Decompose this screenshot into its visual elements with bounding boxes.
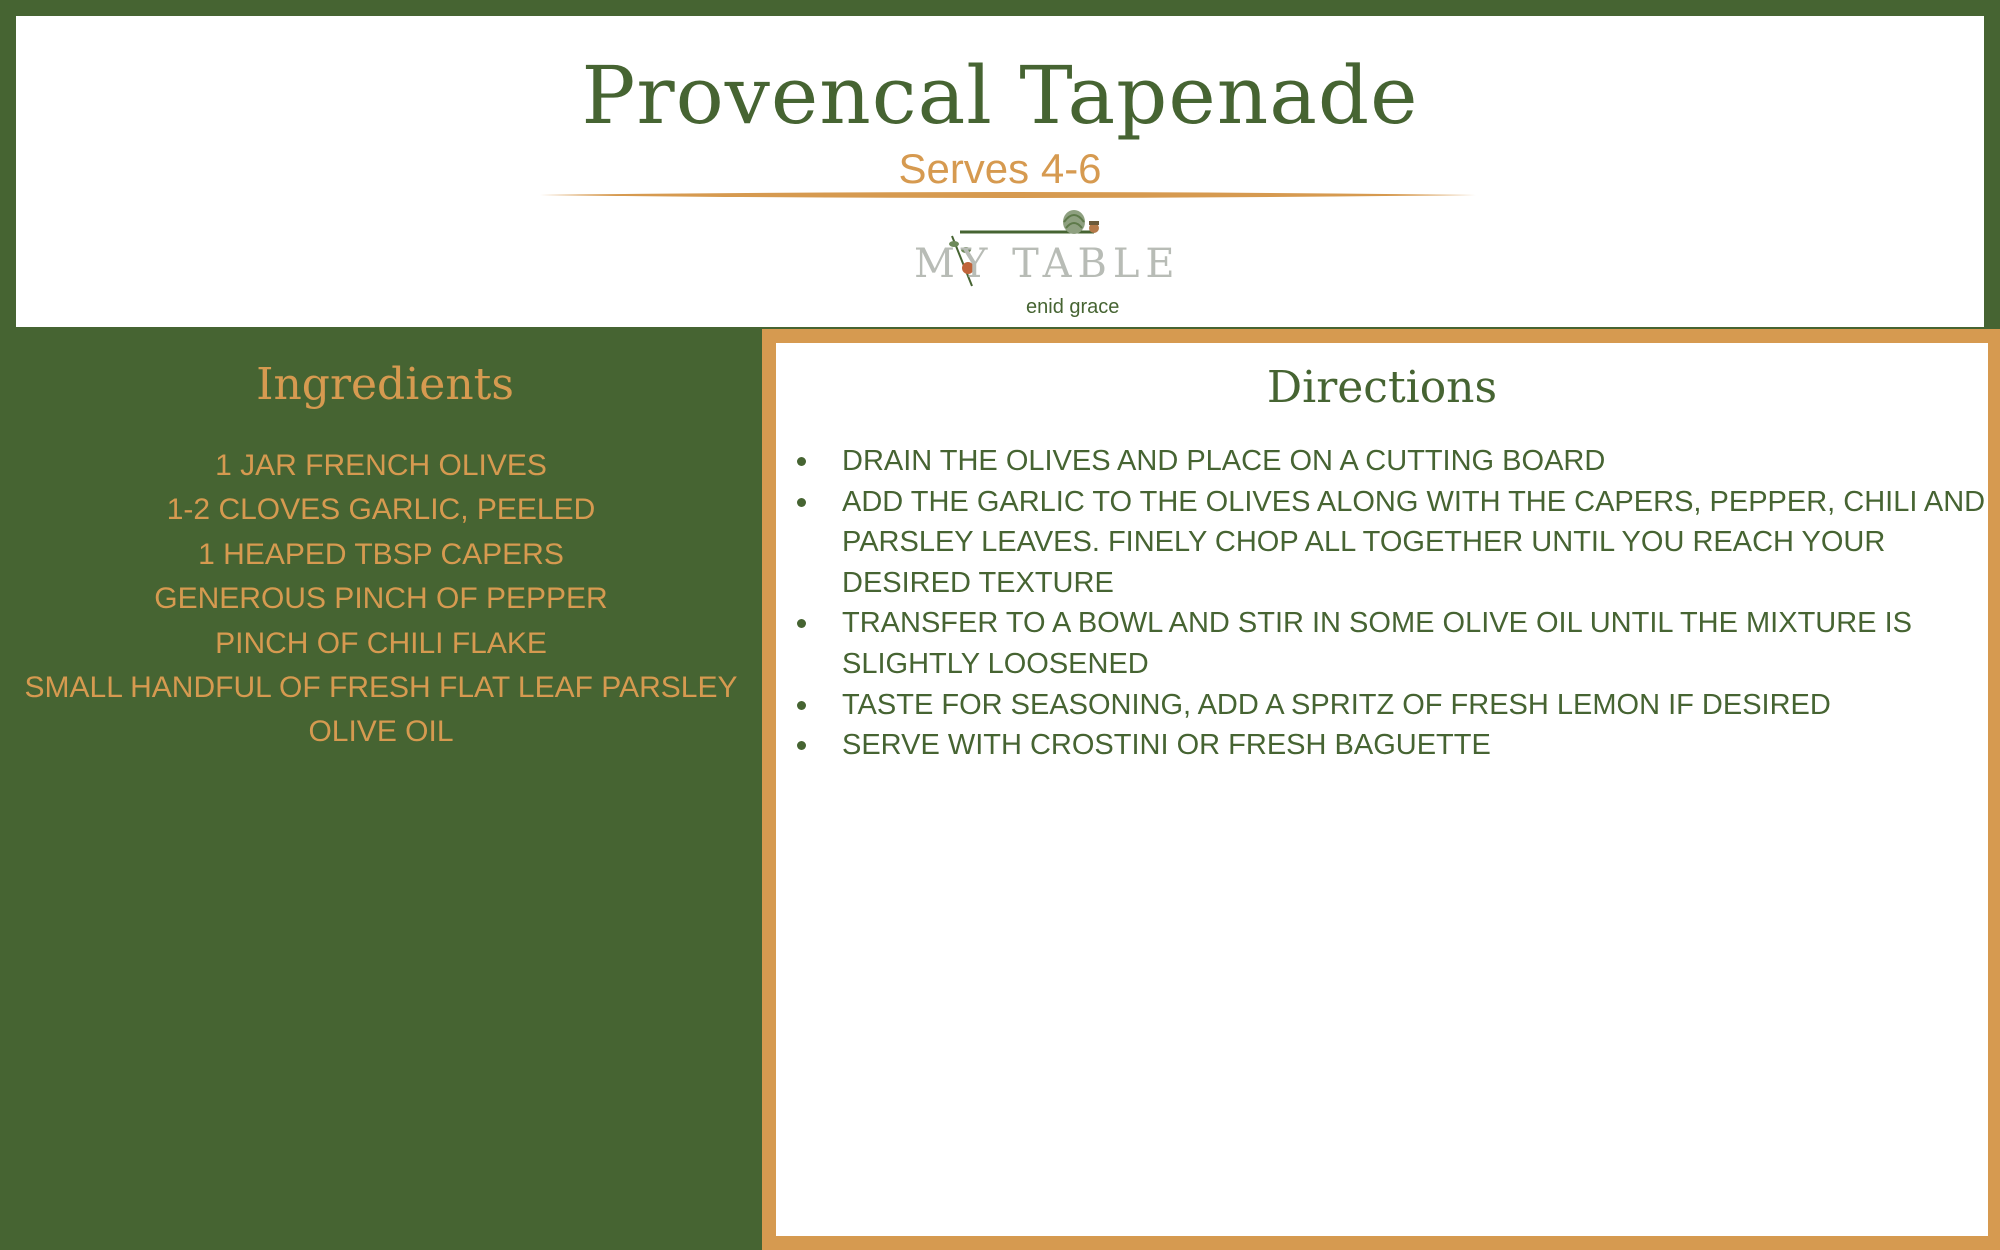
- bullet-icon: [797, 741, 806, 750]
- directions-panel: [776, 343, 1988, 1236]
- logo-wordmark: MY TABLE: [914, 241, 1181, 287]
- divider-line: [540, 190, 1476, 200]
- direction-step: [790, 725, 1990, 766]
- artichoke-icon: [1063, 210, 1085, 234]
- header-panel: [16, 16, 1984, 327]
- direction-text: DRAIN THE OLIVES AND PLACE ON A CUTTING BOARD: [842, 445, 1606, 477]
- serves-text: Serves 4-6: [898, 145, 1102, 192]
- ingredient-item: OLIVE OIL: [308, 715, 454, 749]
- ingredient-item: GENEROUS PINCH OF PEPPER: [154, 582, 608, 616]
- ingredient-item: SMALL HANDFUL OF FRESH FLAT LEAF PARSLEY: [24, 671, 738, 705]
- ingredient-item: 1 JAR FRENCH OLIVES: [215, 449, 547, 482]
- directions-list: [790, 441, 1990, 766]
- directions-heading: Directions: [1266, 362, 1498, 413]
- bullet-icon: [797, 701, 806, 710]
- direction-step: [790, 685, 1990, 726]
- ingredients-heading: Ingredients: [256, 359, 514, 410]
- direction-step: [790, 603, 1990, 684]
- ingredient-item: PINCH OF CHILI FLAKE: [215, 626, 547, 660]
- acorn-icon: [1089, 221, 1099, 233]
- recipe-title: Provencal Tapenade: [581, 49, 1419, 142]
- direction-step: [790, 441, 1990, 482]
- bullet-icon: [797, 619, 806, 628]
- direction-text: TRANSFER TO A BOWL AND STIR IN SOME OLIVE OIL UNTIL THE MIXTURE IS SLIGHTLY LOOSENED: [842, 607, 1912, 680]
- ingredients-list: [16, 444, 746, 755]
- direction-text: TASTE FOR SEASONING, ADD A SPRITZ OF FRESH LEMON IF DESIRED: [842, 688, 1831, 721]
- direction-text: ADD THE GARLIC TO THE OLIVES ALONG WITH THE CAPERS, PEPPER, CHILI AND PARSLEY LEAVES. FINELY CHOP ALL TOGETHER UNTIL YOU REACH YOUR DESIRED TEXTURE: [842, 485, 1986, 599]
- direction-step: [790, 482, 1990, 604]
- bullet-icon: [797, 457, 806, 466]
- bullet-icon: [797, 498, 806, 507]
- ingredient-item: 1 HEAPED TBSP CAPERS: [198, 537, 564, 571]
- logo-subtext: enid grace: [1026, 296, 1120, 318]
- ingredients-panel: [16, 340, 746, 755]
- direction-text: SERVE WITH CROSTINI OR FRESH BAGUETTE: [842, 729, 1491, 762]
- ingredient-item: 1-2 CLOVES GARLIC, PEELED: [166, 493, 596, 527]
- directions-frame: [762, 329, 2000, 1250]
- logo: [894, 206, 1181, 326]
